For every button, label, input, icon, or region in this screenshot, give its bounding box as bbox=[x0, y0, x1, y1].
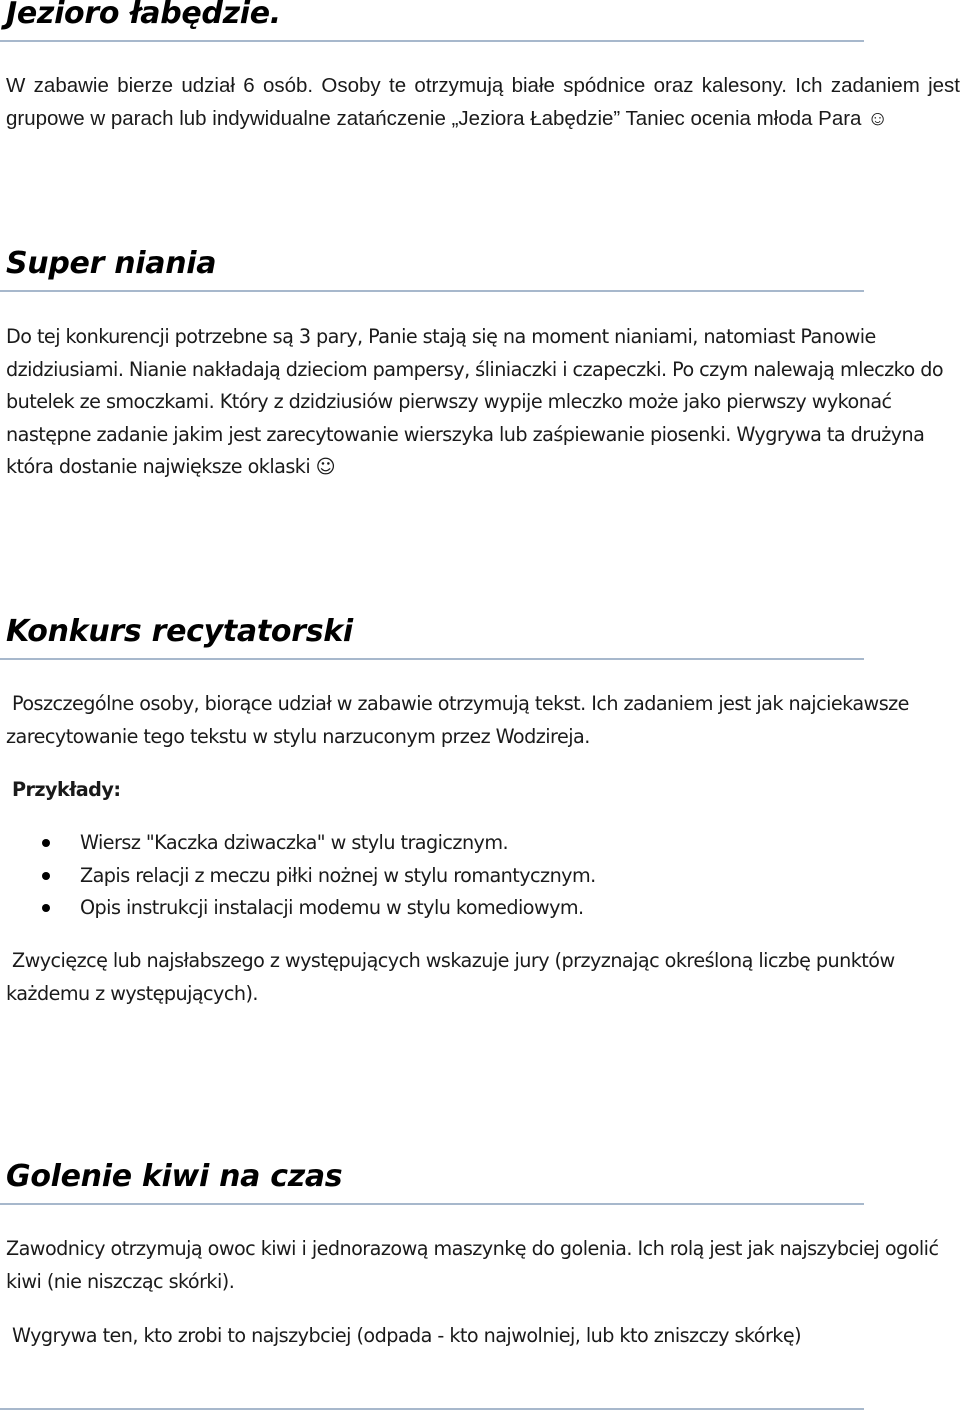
section-title-jezioro-labedzie: Jezioro łabędzie. bbox=[6, 0, 281, 31]
list-item-text: Zapis relacji z meczu piłki nożnej w stylu romantycznym. bbox=[80, 863, 596, 887]
section-paragraph: Wygrywa ten, kto zrobi to najszybciej (odpada - kto najwolniej, lub kto zniszczy skórkę) bbox=[12, 1324, 802, 1347]
section-paragraph: Do tej konkurencji potrzebne są 3 pary, Panie stają się na moment nianiami, natomiast Panowie dzidziusiami. Nianie nakładają dzieciom pampersy, śliniaczki i czapeczki. Po czym nalewają mleczko do butelek ze smoczkami. Który z dzidziusiów pierwszy wypije mleczko może jako pierwszy wykonać następne zadanie jakim jest zarecytowanie wierszyka lub zaśpiewanie piosenki. Wygrywa ta drużyna która dostanie największe oklaski ☺ bbox=[6, 325, 944, 478]
list-item-text: Wiersz "Kaczka dziwaczka" w stylu tragicznym. bbox=[80, 831, 509, 854]
section-title-konkurs-recytatorski: Konkurs recytatorski bbox=[6, 614, 353, 649]
bullet-icon bbox=[42, 872, 50, 880]
examples-label: Przykłady: bbox=[12, 778, 121, 801]
list-item bbox=[0, 827, 596, 860]
section-divider bbox=[0, 1203, 864, 1205]
section-title-super-niania: Super niania bbox=[6, 246, 217, 281]
section-paragraph: Poszczególne osoby, biorące udział w zabawie otrzymują tekst. Ich zadaniem jest jak najciekawsze zarecytowanie tego tekstu w stylu narzuconym przez Wodzireja. bbox=[6, 692, 909, 748]
section-title-golenie-kiwi: Golenie kiwi na czas bbox=[6, 1159, 343, 1194]
list-item bbox=[0, 892, 596, 925]
list-item-text: Opis instrukcji instalacji modemu w stylu komediowym. bbox=[80, 896, 584, 919]
examples-list bbox=[0, 827, 596, 925]
section-divider bbox=[0, 658, 864, 660]
page-bottom-divider bbox=[0, 1408, 864, 1410]
bullet-icon bbox=[42, 839, 50, 847]
section-paragraph: W zabawie bierze udział 6 osób. Osoby te otrzymują białe spódnice oraz kalesony. Ich zadaniem jest grupowe w parach lub indywidualne zatańczenie „Jeziora Łabędzie” Taniec ocenia młoda Para ☺ bbox=[6, 74, 960, 130]
section-paragraph: Zwycięzcę lub najsłabszego z występujących wskazuje jury (przyznając określoną liczbę punktów każdemu z występujących). bbox=[6, 949, 895, 1005]
section-divider bbox=[0, 290, 864, 292]
list-item bbox=[0, 860, 596, 893]
section-divider bbox=[0, 40, 864, 42]
bullet-icon bbox=[42, 904, 50, 912]
section-paragraph: Zawodnicy otrzymują owoc kiwi i jednorazową maszynkę do golenia. Ich rolą jest jak najszybciej ogolić kiwi (nie niszcząc skórki). bbox=[6, 1237, 939, 1293]
